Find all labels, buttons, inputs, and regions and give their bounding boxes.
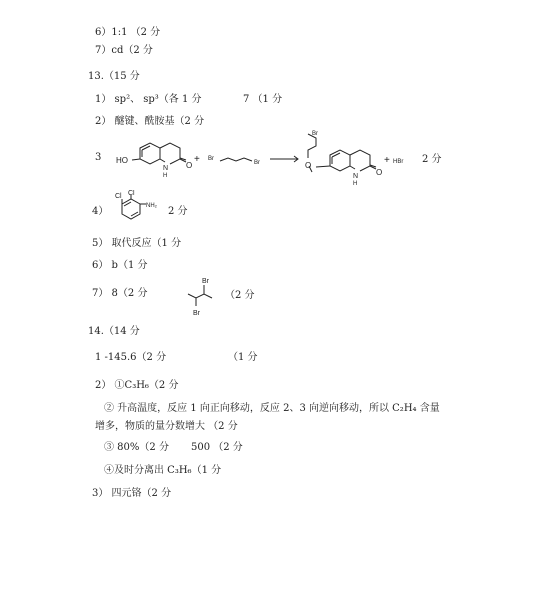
question-13-header: 13.（15 分 <box>88 71 140 82</box>
plus-sign-2: + <box>384 155 390 166</box>
h-label-product: H <box>353 181 358 187</box>
hbr-label: HBr <box>393 159 404 165</box>
q14-answer-1: 1 -145.6（2 分 <box>95 352 167 363</box>
q13-answer-4-score: 2 分 <box>168 206 188 217</box>
plus-sign-1: + <box>194 154 200 165</box>
h-label: H <box>163 173 168 179</box>
q13-answer-2: 2） 醚键、酰胺基（2 分 <box>95 116 205 127</box>
q14-answer-2-1: 2） ①C₃H₆（2 分 <box>95 380 179 391</box>
q14-answer-2-4: ④及时分离出 C₃H₆（1 分 <box>104 465 222 476</box>
q13-answer-4-number: 4） <box>92 206 109 217</box>
nh2-label: NH₂ <box>146 203 157 209</box>
o-label-product: O <box>305 161 312 170</box>
answer-7: 7）cd（2 分 <box>95 45 153 56</box>
o2-label-product: O <box>376 168 383 177</box>
cl-label-1: Cl <box>115 193 122 200</box>
q13-answer-1b: 7 （1 分 <box>243 94 283 105</box>
q14-answer-2-3: ③ 80%（2 分 <box>104 442 169 453</box>
n-label-product: N <box>353 173 359 180</box>
q14-answer-2-2-cont: 增多，物质的量分数增大 （2 分 <box>95 421 238 432</box>
q14-answer-3: 3） 四元铬（2 分 <box>92 488 172 499</box>
q14-answer-2-3b: 500 （2 分 <box>191 442 243 453</box>
question-14-header: 14.（14 分 <box>88 326 140 337</box>
q14-answer-2-2: ② 升高温度，反应 1 向正向移动，反应 2、3 向逆向移动，所以 C₂H₄ 含量 <box>104 403 440 414</box>
n-label: N <box>163 165 169 172</box>
q13-answer-1: 1） sp²、 sp³（各 1 分 <box>95 94 202 105</box>
o-label: O <box>186 161 193 170</box>
q13-answer-7: 7） 8（2 分 <box>92 288 148 299</box>
reaction-scheme <box>112 128 422 190</box>
q13-answer-3-number: 3 <box>95 152 102 163</box>
dichloroaniline-structure <box>112 190 166 230</box>
cl-label-2: Cl <box>128 190 135 197</box>
br-label-product: Br <box>312 131 318 137</box>
br-label-top: Br <box>202 278 209 285</box>
br-label-bottom: Br <box>193 310 200 317</box>
q13-answer-3-score: 2 分 <box>422 154 442 165</box>
answer-6: 6）1:1 （2 分 <box>95 27 161 38</box>
q13-answer-5: 5） 取代反应（1 分 <box>92 238 182 249</box>
br-label-2: Br <box>254 160 260 166</box>
q14-answer-1b: （1 分 <box>228 352 258 363</box>
dibromobutane-structure <box>182 272 222 320</box>
q13-answer-7-score: （2 分 <box>225 290 255 301</box>
q13-answer-6: 6） b（1 分 <box>92 260 148 271</box>
ho-label: HO <box>116 156 128 165</box>
br-label-1: Br <box>208 156 214 162</box>
